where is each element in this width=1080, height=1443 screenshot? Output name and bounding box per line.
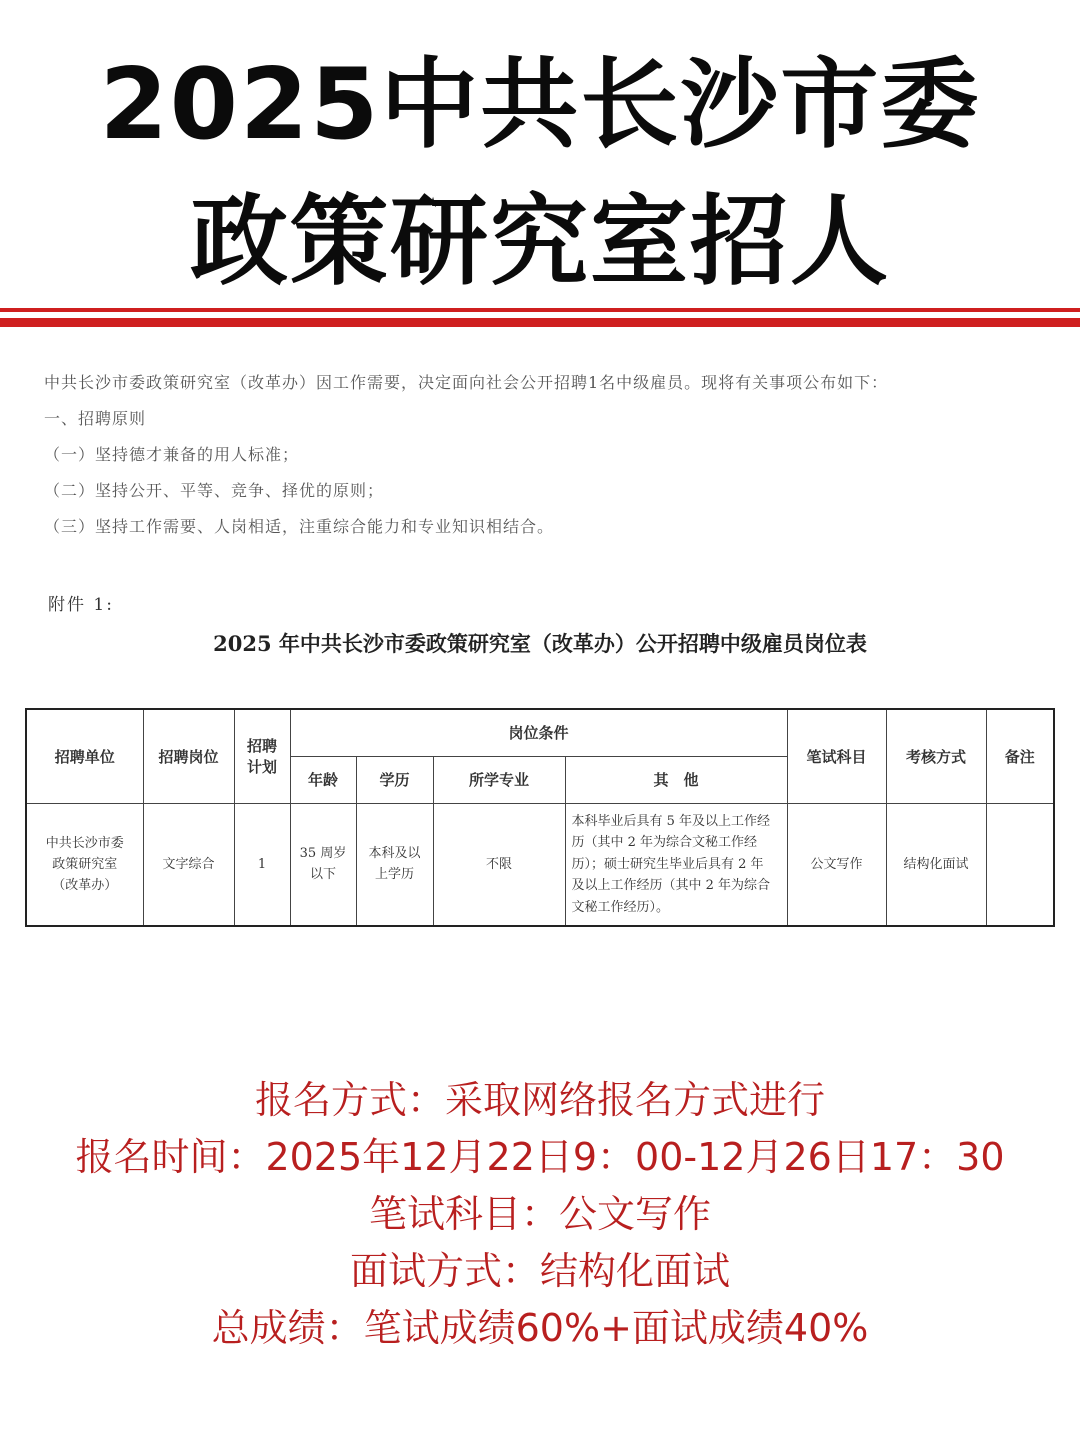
header-major: 所学专业 [433,756,565,803]
header-age: 年龄 [290,756,356,803]
section-heading: 一、招聘原则 [44,409,147,428]
key-info-summary [0,1072,1080,1357]
header-assessment: 考核方式 [886,709,986,803]
intro-lead: 中共长沙市委政策研究室（改革办）因工作需要，决定面向社会公开招聘1名中级雇员。现将有关事项公布如下： [44,373,889,392]
header-unit: 招聘单位 [26,709,143,803]
header-position: 招聘岗位 [143,709,234,803]
registration-time: 报名时间：2025年12月22日9：00-12月26日17：30 [75,1135,1005,1179]
red-divider-thin [0,308,1080,312]
cell-unit: 中共长沙市委 政策研究室 （改革办） [26,803,143,926]
attachment-label: 附件 1: [48,595,114,615]
written-exam-subject: 笔试科目：公文写作 [368,1192,711,1236]
header-other: 其 他 [565,756,787,803]
header-exam: 笔试科目 [787,709,886,803]
cell-assessment: 结构化面试 [886,803,986,926]
principle-item: （三）坚持工作需要、人岗相适，注重综合能力和专业知识相结合。 [44,517,555,536]
positions-table [25,708,1055,927]
cell-position: 文字综合 [143,803,234,926]
registration-method: 报名方式：采取网络报名方式进行 [254,1078,825,1122]
total-score-formula: 总成绩：笔试成绩60%+面试成绩40% [211,1306,869,1350]
principle-item: （一）坚持德才兼备的用人标准； [44,445,300,464]
title-banner [0,0,1080,330]
table-header-row [26,709,1054,756]
announcement-intro [44,372,1044,552]
header-remarks: 备注 [986,709,1054,803]
table-title: 2025 年中共长沙市委政策研究室（改革办）公开招聘中级雇员岗位表 [213,631,867,656]
header-conditions: 岗位条件 [290,709,787,756]
cell-age: 35 周岁 以下 [290,803,356,926]
cell-major: 不限 [433,803,565,926]
cell-exam: 公文写作 [787,803,886,926]
header-education: 学历 [356,756,433,803]
principle-item: （二）坚持公开、平等、竞争、择优的原则； [44,481,385,500]
cell-education: 本科及以 上学历 [356,803,433,926]
header-plan: 招聘 计划 [234,709,290,803]
interview-method: 面试方式：结构化面试 [349,1249,730,1293]
cell-other: 本科毕业后具有 5 年及以上工作经 历（其中 2 年为综合文秘工作经 历）；硕士研究生毕业后具有 2 年 及以上工作经历（其中 2 年为综合 文秘工作经历）。 [565,803,787,926]
cell-plan: 1 [234,803,290,926]
page-title-line-2: 政策研究室招人 [189,185,890,299]
red-divider-thick [0,318,1080,327]
table-row [26,803,1054,926]
cell-remarks [986,803,1054,926]
page-title-line-1: 2025中共长沙市委 [99,48,981,162]
